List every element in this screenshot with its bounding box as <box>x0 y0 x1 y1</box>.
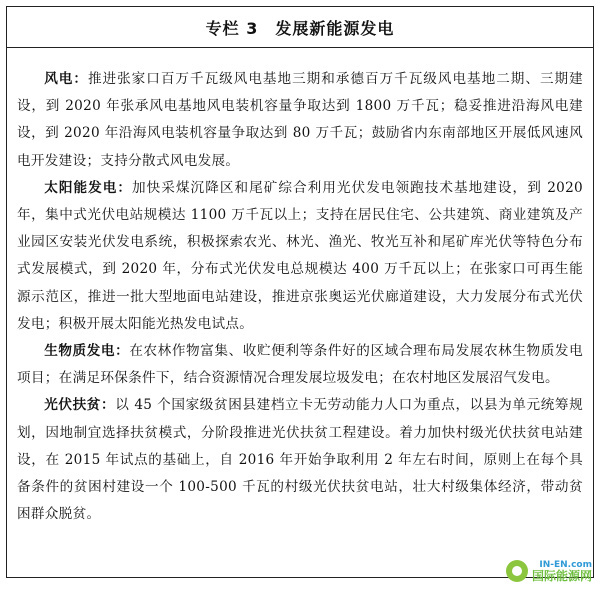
section-heading-pv-poverty: 光伏扶贫： <box>44 397 116 414</box>
section-heading-solar: 太阳能发电： <box>44 179 133 196</box>
section-wind <box>17 66 583 175</box>
column-title: 专栏 3 发展新能源发电 <box>205 18 395 38</box>
watermark-en: IN-EN.com <box>539 559 592 570</box>
watermark <box>506 560 592 582</box>
section-text-biomass: 在农林作物富集、收贮便利等条件好的区域合理布局发展农林生物质发电项目；在满足环保条件下，结合资源情况合理发展垃圾发电；在农村地区发展沼气发电。 <box>17 343 583 387</box>
section-heading-wind: 风电： <box>44 71 88 87</box>
section-text-solar: 加快采煤沉降区和尾矿综合利用光伏发电领跑技术基地建设，到 2020 年，集中式光伏电站规模达 1100 万千瓦以上；支持在居民住宅、公共建筑、商业建筑及产业园区安装光伏发电系统，积极探索农光、林光、渔光、牧光互补和尾矿库光伏等特色分布式发展模式，到 2020 年，分布式光伏发电总规模达 400 万千瓦以上；在张家口可再生能源示范区，推进一批大型地面电站建设，推进京张奥运光伏廊道建设，大力发展分布式光伏发电；积极开展太阳能光热发电试点。 <box>17 179 583 332</box>
watermark-text <box>532 561 592 582</box>
column-box <box>6 6 594 578</box>
section-pv-poverty <box>17 392 583 528</box>
section-text-wind: 推进张家口百万千瓦级风电基地三期和承德百万千瓦级风电基地二期、三期建设，到 2020 年张承风电基地风电装机容量争取达到 1800 万千瓦；稳妥推进沿海风电建设，到 2020 年沿海风电装机容量争取达到 80 万千瓦；鼓励省内东南部地区开展低风速风电开发建设；支持分散式风电发展。 <box>17 71 583 169</box>
column-content <box>7 48 593 528</box>
section-heading-biomass: 生物质发电： <box>44 343 130 360</box>
watermark-cn: 国际能源网 <box>531 568 592 583</box>
section-biomass <box>17 338 583 392</box>
globe-logo-icon <box>506 560 528 582</box>
section-text-pv-poverty: 以 45 个国家级贫困县建档立卡无劳动能力人口为重点，以县为单元统筹规划，因地制宜选择扶贫模式，分阶段推进光伏扶贫工程建设。着力加快村级光伏扶贫电站建设，在 2015 年试点的基础上，自 2016 年开始争取利用 2 年左右时间，原则上在每个具备条件的贫困村建设一个 100-500 千瓦的村级光伏扶贫电站，壮大村级集体经济，带动贫困群众脱贫。 <box>17 397 584 523</box>
title-bar <box>7 7 593 48</box>
section-solar <box>17 175 583 338</box>
